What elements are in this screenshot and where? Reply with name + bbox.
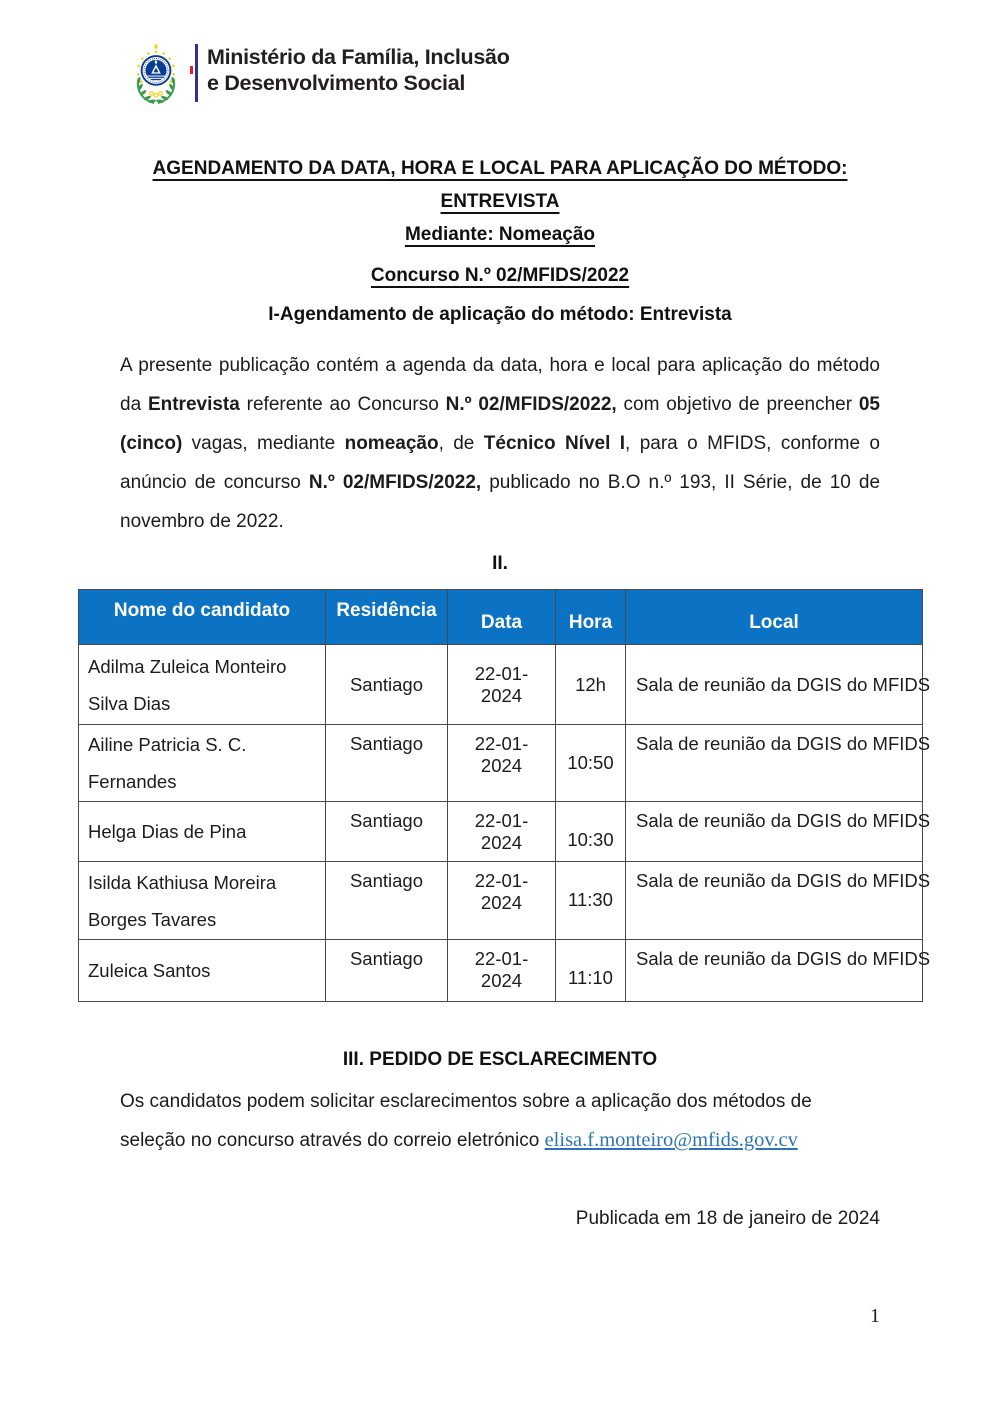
email-link[interactable]: elisa.f.monteiro@mfids.gov.cv bbox=[544, 1129, 798, 1151]
intro-segment: , para o MFIDS, conforme o anúncio de concurso bbox=[120, 433, 880, 493]
table-row bbox=[79, 940, 923, 1002]
interview-schedule-table bbox=[78, 589, 931, 1002]
section-ii-label: II. bbox=[492, 553, 508, 574]
table-row bbox=[79, 725, 923, 802]
clarification-text: Os candidatos podem solicitar esclarecimentos sobre a aplicação dos métodos de seleção no concurso através do correio eletrónico bbox=[120, 1091, 812, 1151]
concurso-number: Concurso N.º 02/MFIDS/2022 bbox=[370, 265, 630, 286]
intro-segment: vagas, mediante bbox=[182, 433, 345, 454]
page-number: 1 bbox=[870, 1305, 880, 1327]
location-cell: Sala de reunião da DGIS do MFIDS bbox=[626, 940, 923, 1002]
intro-segment: Técnico Nível I bbox=[483, 433, 626, 454]
candidate-name-cell: Isilda Kathiusa Moreira Borges Tavares bbox=[79, 862, 326, 940]
intro-segment: A presente publicação contém a agenda da data, hora e local para aplicação do método da bbox=[120, 355, 880, 415]
residence-cell: Santiago bbox=[326, 802, 448, 862]
ministry-name-line2: e Desenvolvimento Social bbox=[207, 71, 466, 95]
intro-segment: , de bbox=[438, 433, 484, 454]
document-title-line2: Mediante: Nomeação bbox=[404, 224, 596, 245]
intro-paragraph bbox=[120, 346, 880, 541]
residence-cell: Santiago bbox=[326, 862, 448, 940]
intro-segment: publicado no B.O n.º 193, II Série, de 10 de novembro de 2022. bbox=[120, 472, 881, 532]
table-row bbox=[79, 802, 923, 862]
intro-segment: Entrevista bbox=[147, 394, 240, 415]
header-local: Local bbox=[626, 590, 923, 645]
location-cell: Sala de reunião da DGIS do MFIDS bbox=[626, 725, 923, 802]
residence-cell: Santiago bbox=[326, 645, 448, 725]
date-cell: 22-01-2024 bbox=[448, 645, 556, 725]
location-cell: Sala de reunião da DGIS do MFIDS bbox=[626, 862, 923, 940]
document-title bbox=[120, 152, 880, 251]
intro-segment: nomeação bbox=[344, 433, 439, 454]
candidate-name-cell: Helga Dias de Pina bbox=[79, 802, 326, 862]
date-cell: 22-01-2024 bbox=[448, 862, 556, 940]
document-body bbox=[88, 152, 931, 1230]
publication-date: Publicada em 18 de janeiro de 2024 bbox=[575, 1208, 880, 1229]
candidate-name-cell: Adilma Zuleica Monteiro Silva Dias bbox=[79, 645, 326, 725]
document-title-line1: AGENDAMENTO DA DATA, HORA E LOCAL PARA APLICAÇÃO DO MÉTODO: ENTREVISTA bbox=[152, 158, 848, 212]
header-hora: Hora bbox=[556, 590, 626, 645]
location-cell: Sala de reunião da DGIS do MFIDS bbox=[626, 802, 923, 862]
clarification-paragraph bbox=[120, 1083, 880, 1160]
residence-cell: Santiago bbox=[326, 725, 448, 802]
candidate-name-cell: Zuleica Santos bbox=[79, 940, 326, 1002]
intro-segment: N.º 02/MFIDS/2022, bbox=[308, 472, 482, 493]
header-nome-do-candidato: Nome do candidato bbox=[79, 590, 326, 645]
header-data: Data bbox=[448, 590, 556, 645]
location-cell: Sala de reunião da DGIS do MFIDS bbox=[626, 645, 923, 725]
intro-segment: N.º 02/MFIDS/2022, bbox=[445, 394, 617, 415]
ministry-header bbox=[0, 0, 1000, 108]
time-cell: 10:30 bbox=[556, 802, 626, 862]
time-cell: 11:10 bbox=[556, 940, 626, 1002]
section-iii-heading: III. PEDIDO DE ESCLARECIMENTO bbox=[342, 1049, 658, 1070]
table-row bbox=[79, 862, 923, 940]
intro-segment: 05 (cinco) bbox=[120, 394, 880, 454]
table-row bbox=[79, 645, 923, 725]
ministry-name-line1: Ministério da Família, Inclusão bbox=[207, 45, 510, 69]
cape-verde-coat-of-arms-icon bbox=[124, 38, 188, 108]
brand-separator bbox=[195, 44, 198, 102]
table-header-row bbox=[79, 590, 923, 645]
candidate-name-cell: Ailine Patricia S. C. Fernandes bbox=[79, 725, 326, 802]
time-cell: 12h bbox=[556, 645, 626, 725]
date-cell: 22-01-2024 bbox=[448, 802, 556, 862]
intro-segment: referente ao Concurso bbox=[239, 394, 446, 415]
intro-segment: com objetivo de preencher bbox=[616, 394, 859, 415]
ministry-name bbox=[207, 44, 510, 96]
residence-cell: Santiago bbox=[326, 940, 448, 1002]
time-cell: 10:50 bbox=[556, 725, 626, 802]
date-cell: 22-01-2024 bbox=[448, 725, 556, 802]
section-i-heading: I-Agendamento de aplicação do método: Entrevista bbox=[268, 304, 732, 325]
date-cell: 22-01-2024 bbox=[448, 940, 556, 1002]
header-residencia: Residência bbox=[326, 590, 448, 645]
time-cell: 11:30 bbox=[556, 862, 626, 940]
